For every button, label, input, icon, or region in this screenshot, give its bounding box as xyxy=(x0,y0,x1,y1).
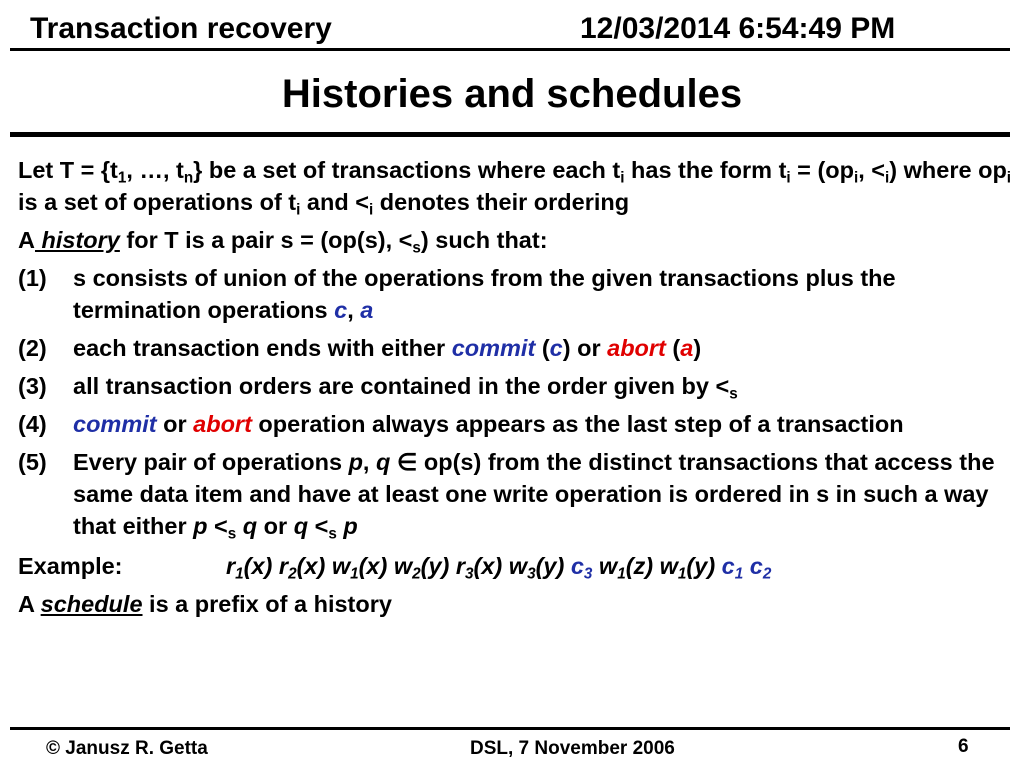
slide-title: Histories and schedules xyxy=(281,72,743,116)
footer-divider xyxy=(10,727,1010,730)
list-item xyxy=(18,262,1013,326)
commit-term: commit xyxy=(451,335,536,361)
list-item xyxy=(18,332,1013,364)
list-item-text: each transaction ends with either commit (c) or abort (a) xyxy=(73,335,702,361)
example-label: Example: xyxy=(18,553,123,579)
schedule-term: schedule xyxy=(40,591,143,617)
list-item-text: s consists of union of the operations from the given transactions plus the termination operations c, a xyxy=(73,265,896,323)
example-history: $r_1(x)$ $r_2(x)$ $w_1(x)$ $w_2(y)$ $r_3(x)$ $w_3(y)$ $c_3$ $w_1(z)$ $w_1(y)$ $c_1$ $c_2$ xyxy=(226,553,772,583)
list-item-number: (4) xyxy=(18,411,47,437)
abort-term: abort xyxy=(193,411,252,437)
page-number: 6 xyxy=(958,736,969,757)
list-item-text: Every pair of operations p, q ∈ op(s) from the distinct transactions that access the same data item and have at least one write operation is ordered in s in such a way that either $p <_s$ q or $q <_s$ p xyxy=(73,449,995,543)
list-item xyxy=(18,446,1013,542)
list-item xyxy=(18,408,1013,440)
intro-paragraph: Let $T = \{t_1$, …, $t_n$} be a set of transactions where each $t_i$ has the form $t_i = (op_i$, $<_i$) where $op_i$ is a set of operations of $t_i$ and $<_i$ denotes their ordering xyxy=(18,157,1012,219)
header-title: Transaction recovery xyxy=(30,12,332,45)
list-item-text: commit or abort operation always appears as the last step of a transaction xyxy=(73,411,904,437)
slide-header xyxy=(0,0,1024,50)
header-divider xyxy=(10,48,1010,51)
footer-author: © Janusz R. Getta xyxy=(46,738,208,759)
list-item-number: (1) xyxy=(18,265,47,291)
history-term: history xyxy=(34,227,120,253)
commit-term: commit xyxy=(73,411,157,437)
schedule-definition: A schedule is a prefix of a history xyxy=(18,591,392,617)
example-row xyxy=(18,550,1013,582)
list-item-number: (3) xyxy=(18,373,47,399)
list-item xyxy=(18,370,1013,402)
abort-term: abort xyxy=(607,335,666,361)
footer-event: DSL, 7 November 2006 xyxy=(470,738,675,759)
title-divider xyxy=(10,132,1010,137)
list-item-number: (5) xyxy=(18,449,47,475)
list-item-text: all transaction orders are contained in the order given by $<_s$ xyxy=(73,373,738,403)
slide-body xyxy=(18,154,1013,620)
history-definition: A history for T is a pair s = (op(s), $<_s$) such that: xyxy=(18,227,548,257)
list-item-number: (2) xyxy=(18,335,47,361)
header-datetime: 12/03/2014 6:54:49 PM xyxy=(580,12,896,45)
